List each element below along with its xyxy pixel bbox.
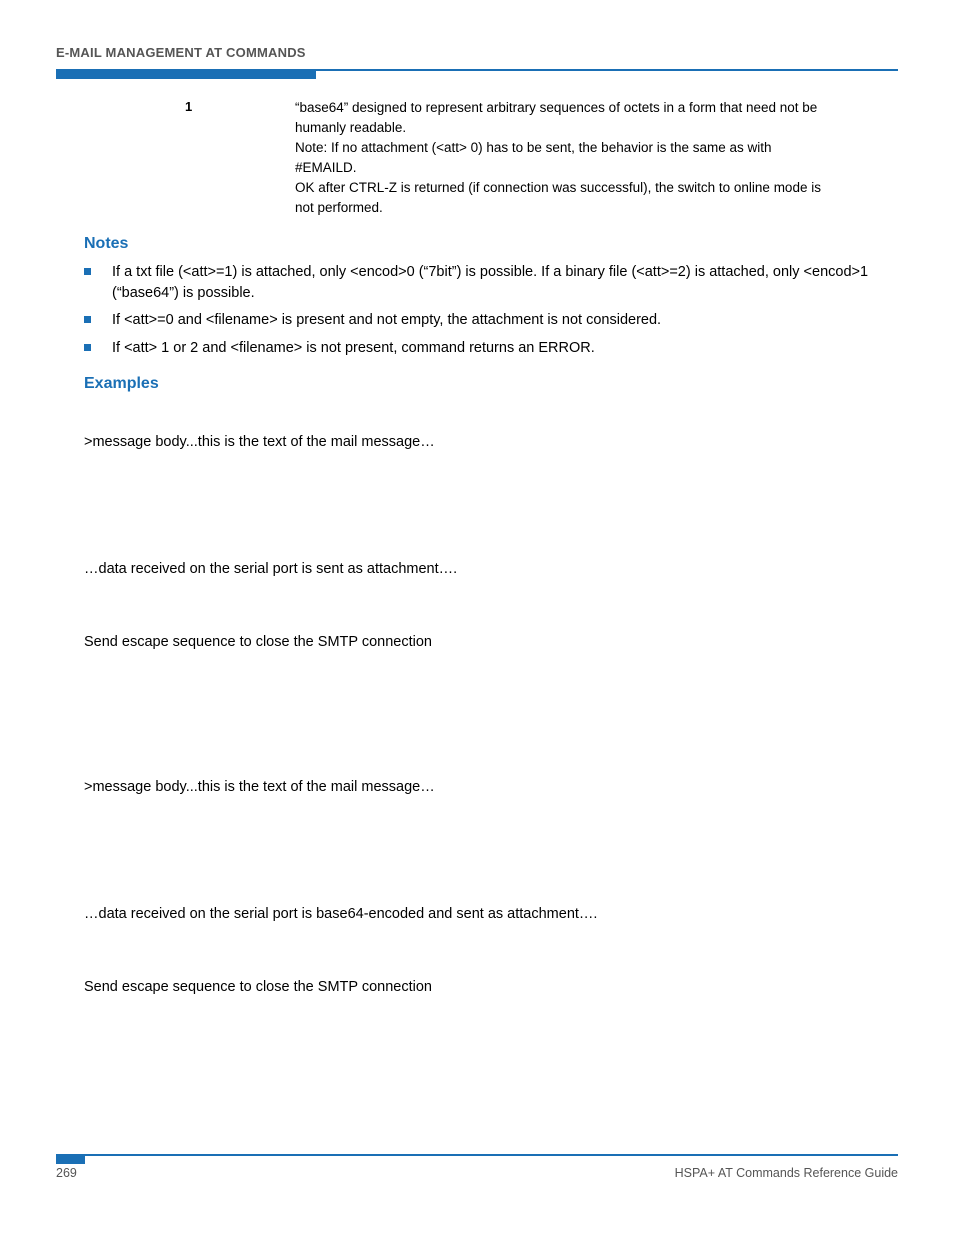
note-item <box>84 338 884 359</box>
bullet-icon <box>84 344 91 351</box>
param-desc-line: OK after CTRL-Z is returned (if connection was successful), the switch to online mode is not performed. <box>295 180 821 215</box>
section-header: E-MAIL MANAGEMENT AT COMMANDS <box>56 45 306 60</box>
note-text: If <att>=0 and <filename> is present and not empty, the attachment is not considered. <box>112 312 662 328</box>
example-line: …data received on the serial port is sent as attachment…. <box>84 561 458 577</box>
example-line: >message body...this is the text of the mail message… <box>84 779 435 795</box>
example-line: Send escape sequence to close the SMTP connection <box>84 634 432 650</box>
example-line: >message body...this is the text of the mail message… <box>84 434 435 450</box>
example-line: …data received on the serial port is base64-encoded and sent as attachment…. <box>84 906 598 922</box>
notes-heading: Notes <box>84 235 129 252</box>
header-accent-block <box>56 71 316 79</box>
bullet-icon <box>84 316 91 323</box>
note-text: If a txt file (<att>=1) is attached, only <encod>0 (“7bit”) is possible. If a binary file (<att>=2) is attached, only <encod>1 (“base64”) is possible. <box>112 264 869 301</box>
param-value-key: 1 <box>185 99 193 114</box>
note-text: If <att> 1 or 2 and <filename> is not present, command returns an ERROR. <box>112 340 595 356</box>
param-desc-line: “base64” designed to represent arbitrary sequences of octets in a form that need not be humanly readable. <box>295 100 818 135</box>
footer-accent-block <box>56 1156 85 1164</box>
examples-heading: Examples <box>84 375 159 392</box>
note-item <box>84 310 884 331</box>
footer-rule <box>56 1154 898 1156</box>
param-desc-line: Note: If no attachment (<att> 0) has to be sent, the behavior is the same as with #EMAILD. <box>295 140 772 175</box>
note-item <box>84 262 884 304</box>
bullet-icon <box>84 268 91 275</box>
example-line: Send escape sequence to close the SMTP connection <box>84 979 432 995</box>
document-title: HSPA+ AT Commands Reference Guide <box>674 1166 898 1180</box>
page-number: 269 <box>56 1166 77 1180</box>
